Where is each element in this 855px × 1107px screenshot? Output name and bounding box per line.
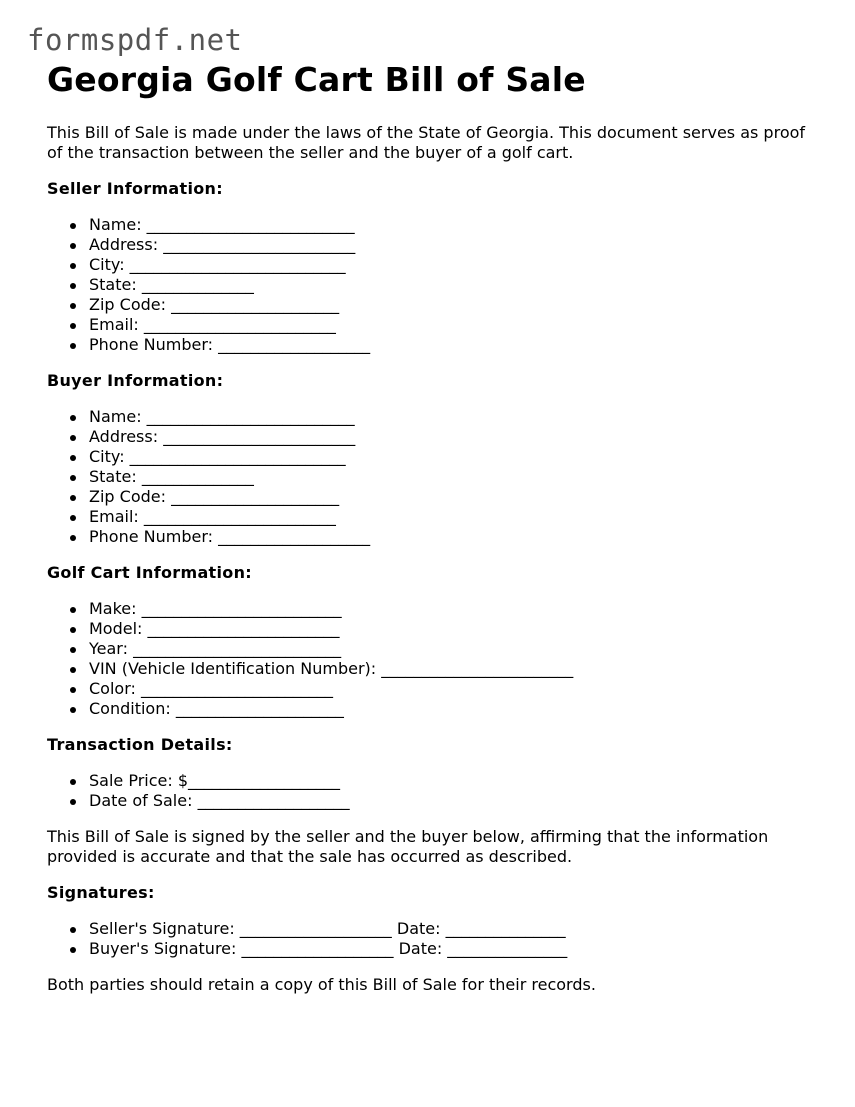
transaction-details-heading: Transaction Details: xyxy=(47,735,233,754)
buyer-signature-field[interactable]: Buyer's Signature: ___________________ Date: _______________ xyxy=(89,939,817,959)
seller-email-field[interactable]: Email: ________________________ xyxy=(89,315,817,335)
signatures-heading: Signatures: xyxy=(47,883,155,902)
seller-phone-field[interactable]: Phone Number: ___________________ xyxy=(89,335,817,355)
affirmation-paragraph: This Bill of Sale is signed by the seller and the buyer below, affirming that the information provided is accurate and that the sale has occurred as described. xyxy=(47,827,769,866)
seller-name-field[interactable]: Name: __________________________ xyxy=(89,215,817,235)
date-of-sale-field[interactable]: Date of Sale: ___________________ xyxy=(89,791,817,811)
seller-city-field[interactable]: City: ___________________________ xyxy=(89,255,817,275)
seller-address-field[interactable]: Address: ________________________ xyxy=(89,235,817,255)
buyer-email-field[interactable]: Email: ________________________ xyxy=(89,507,817,527)
buyer-zip-field[interactable]: Zip Code: _____________________ xyxy=(89,487,817,507)
cart-color-field[interactable]: Color: ________________________ xyxy=(89,679,817,699)
cart-make-field[interactable]: Make: _________________________ xyxy=(89,599,817,619)
buyer-fields-list xyxy=(47,407,817,547)
cart-condition-field[interactable]: Condition: _____________________ xyxy=(89,699,817,719)
buyer-address-field[interactable]: Address: ________________________ xyxy=(89,427,817,447)
cart-model-field[interactable]: Model: ________________________ xyxy=(89,619,817,639)
cart-year-field[interactable]: Year: __________________________ xyxy=(89,639,817,659)
buyer-city-field[interactable]: City: ___________________________ xyxy=(89,447,817,467)
seller-zip-field[interactable]: Zip Code: _____________________ xyxy=(89,295,817,315)
sale-price-field[interactable]: Sale Price: $___________________ xyxy=(89,771,817,791)
seller-fields-list xyxy=(47,215,817,355)
signatures-fields-list xyxy=(47,919,817,959)
golf-cart-information-heading: Golf Cart Information: xyxy=(47,563,252,582)
intro-paragraph: This Bill of Sale is made under the laws of the State of Georgia. This document serves as proof of the transaction between the seller and the buyer of a golf cart. xyxy=(47,123,806,162)
seller-information-heading: Seller Information: xyxy=(47,179,223,198)
closing-paragraph: Both parties should retain a copy of this Bill of Sale for their records. xyxy=(47,975,596,994)
buyer-phone-field[interactable]: Phone Number: ___________________ xyxy=(89,527,817,547)
document-body xyxy=(47,60,817,995)
buyer-state-field[interactable]: State: ______________ xyxy=(89,467,817,487)
seller-state-field[interactable]: State: ______________ xyxy=(89,275,817,295)
buyer-name-field[interactable]: Name: __________________________ xyxy=(89,407,817,427)
buyer-information-heading: Buyer Information: xyxy=(47,371,224,390)
document-title: Georgia Golf Cart Bill of Sale xyxy=(47,60,586,99)
transaction-fields-list xyxy=(47,771,817,811)
seller-signature-field[interactable]: Seller's Signature: ___________________ Date: _______________ xyxy=(89,919,817,939)
watermark: formspdf.net xyxy=(27,23,243,57)
golf-cart-fields-list xyxy=(47,599,817,719)
cart-vin-field[interactable]: VIN (Vehicle Identification Number): ________________________ xyxy=(89,659,817,679)
